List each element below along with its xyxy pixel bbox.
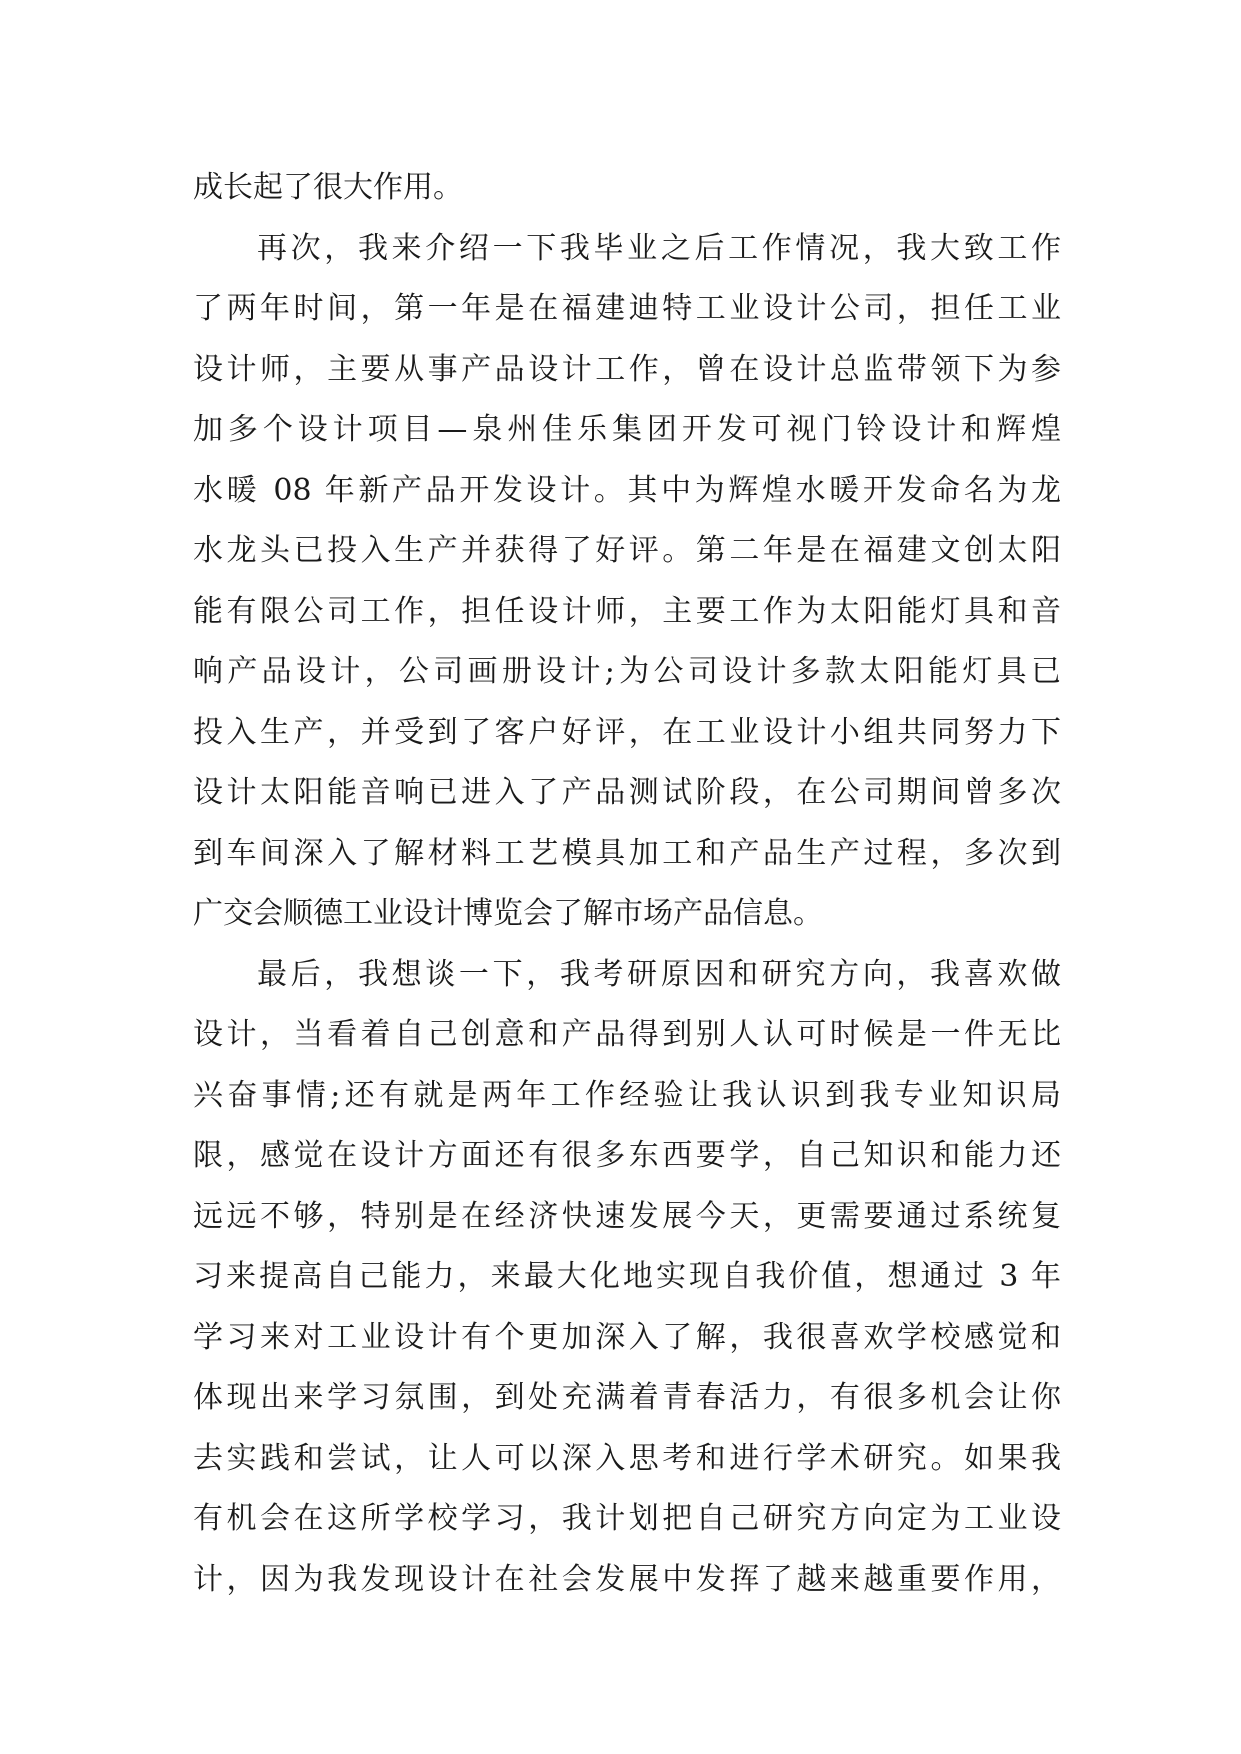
text-line: 广交会顺德工业设计博览会了解市场产品信息。 — [193, 896, 823, 931]
text-line: 习来提高自己能力，来最大化地实现自我价值，想通过 3 年 — [193, 1259, 1061, 1294]
text-line: 响产品设计，公司画册设计;为公司设计多款太阳能灯具已 — [193, 654, 1061, 689]
text-line: 最后，我想谈一下，我考研原因和研究方向，我喜欢做 — [257, 956, 1061, 992]
text-line: 有机会在这所学校学习，我计划把自己研究方向定为工业设 — [193, 1501, 1061, 1536]
paragraph — [193, 945, 1061, 1611]
document-body — [193, 158, 1061, 1610]
text-line: 了两年时间，第一年是在福建迪特工业设计公司，担任工业 — [193, 291, 1061, 326]
text-line: 限，感觉在设计方面还有很多东西要学，自己知识和能力还 — [193, 1138, 1061, 1173]
text-line: 水暖 08 年新产品开发设计。其中为辉煌水暖开发命名为龙 — [193, 472, 1061, 508]
text-line: 计，因为我发现设计在社会发展中发挥了越来越重要作用， — [193, 1561, 1061, 1597]
text-line: 体现出来学习氛围，到处充满着青春活力，有很多机会让你 — [193, 1380, 1061, 1415]
text-line: 兴奋事情;还有就是两年工作经验让我认识到我专业知识局 — [193, 1077, 1061, 1113]
text-line: 水龙头已投入生产并获得了好评。第二年是在福建文创太阳 — [193, 533, 1061, 568]
text-line: 设计，当看着自己创意和产品得到别人认可时候是一件无比 — [193, 1017, 1061, 1052]
text-line: 投入生产，并受到了客户好评，在工业设计小组共同努力下 — [193, 714, 1061, 750]
text-line: 设计师，主要从事产品设计工作，曾在设计总监带领下为参 — [193, 351, 1061, 387]
text-line: 学习来对工业设计有个更加深入了解，我很喜欢学校感觉和 — [193, 1319, 1061, 1355]
paragraph — [193, 158, 1061, 219]
text-line: 再次，我来介绍一下我毕业之后工作情况，我大致工作 — [257, 230, 1061, 266]
text-line: 到车间深入了解材料工艺模具加工和产品生产过程，多次到 — [193, 835, 1061, 871]
text-line: 能有限公司工作，担任设计师，主要工作为太阳能灯具和音 — [193, 593, 1061, 629]
paragraph — [193, 219, 1061, 945]
text-line: 加多个设计项目—泉州佳乐集团开发可视门铃设计和辉煌 — [193, 412, 1061, 447]
text-line: 设计太阳能音响已进入了产品测试阶段，在公司期间曾多次 — [193, 775, 1061, 810]
text-line: 成长起了很大作用。 — [193, 170, 463, 205]
text-line: 去实践和尝试，让人可以深入思考和进行学术研究。如果我 — [193, 1440, 1061, 1476]
text-line: 远远不够，特别是在经济快速发展今天，更需要通过系统复 — [193, 1198, 1061, 1234]
